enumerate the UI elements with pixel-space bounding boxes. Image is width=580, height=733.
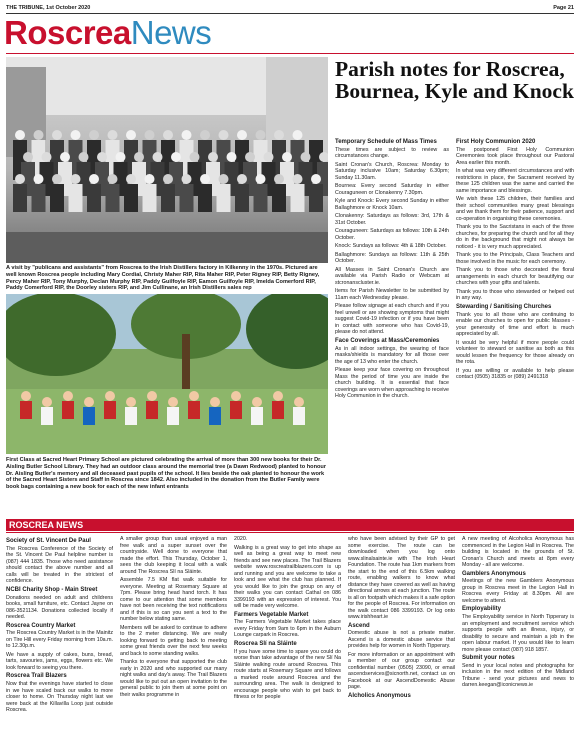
article-paragraph: The Employability service in North Tipperary is an employment and recruitment service which supports people with an illness, injury, or disability to secure and maintain a job in the open labour market. If you would like to learn more please contact (087) 918 1857. xyxy=(462,614,574,653)
person-figure xyxy=(161,174,175,212)
child-figure xyxy=(293,397,305,425)
article-paragraph: The postponed First Holy Communion Ceremonies took place throughout our Pastoral Area earlier this month. xyxy=(456,146,574,166)
parish-headline: Parish notes for Roscrea, Bournea, Kyle and Knock xyxy=(335,57,574,103)
article-paragraph: It would be very helpful if more people could volunteer to steward or sanitise as both as this would lessen the frequency for those already on the rota. xyxy=(456,339,574,366)
article-paragraph: We wish these 125 children, their families and their school communities many great blessings and we thank them for their patience, support and co-operation in organising these ceremonies. xyxy=(456,196,574,222)
child-figure xyxy=(83,397,95,425)
roscrea-news-band: ROSCREA NEWS xyxy=(6,519,574,531)
person-figure xyxy=(291,174,305,212)
child-figure xyxy=(251,397,263,425)
article-paragraph: The Roscrea Conference of the Society of the St. Vincent De Paul helpline number is (087) 444 1835. Those who need assistance should contact the above number and all calls will be treated in the strictest of confidence. xyxy=(6,545,113,585)
news-column-5 xyxy=(462,536,574,691)
article-paragraph: Assemble 7.5 KM flat walk suitable for everyone. Meeting at Rosemary Square at 7pm. Please bring head hand torch. It has come to our attention that some members have not been receiving the text notifications and if this is so can you sent a text to the number below stating same. xyxy=(120,577,227,622)
child-figure xyxy=(230,391,242,419)
article-paragraph: The Farmers Vegetable Market takes place every Friday from 9am to 6pm in the Auburn Lounge carpark in Roscrea. xyxy=(234,619,341,639)
school-class-photo xyxy=(6,294,328,454)
child-figure xyxy=(62,391,74,419)
masthead-rule xyxy=(6,53,574,54)
article-paragraph: who have been advised by their GP to get some exercise. The route can be downloaded when you log onto www.slinalsainte.ie with The Irish Heart Foundation. The route has 1km markers from the start to the end of this 6.5km walking route, enabling walkers to know what distance they have covered as well as having directional arrows at each junction. The route is all on footpath which makes it a safe option for the people of Roscrea. For information on the walk contact 086 3399193. Or log onto www.irishheart.ie xyxy=(348,536,455,620)
article-paragraph: If you have some time to spare you could do worse than take advantage of the new Slí Na Sláinte walking route around Roscrea. This route starts at Rosemary Square and follows a marked route around Roscrea and the surrounding area. The walk is designed to encourage people who wish to get back to fitness or for people xyxy=(234,648,341,701)
article-paragraph: 2020. xyxy=(234,536,248,542)
article-paragraph: As in all indoor settings, the wearing of face masks/shields is mandatory for all those over the age of 13 who enter the church. xyxy=(335,345,449,365)
child-figure xyxy=(125,397,137,425)
band-rule xyxy=(6,532,574,533)
article-paragraph: Now that the evenings have started to close in we have scaled back our walks to more closer to home. On Thursday night last we were back at the Killavilla Loop just outside Roscrea. xyxy=(6,681,113,714)
parish-column-2 xyxy=(456,137,574,383)
article-paragraph: Thanks to everyone that supported the club early in 2020 and who supported our many night walks and day's away. The Trail Blazers would like to put out an open invitation to the general public to join them at some point on their walks programme in xyxy=(120,659,227,698)
page-folio xyxy=(6,3,574,13)
article-paragraph: Send in your local notes and photographs for inclusion in the next edition of the Midland Tribune - send your pictures and news to darren.keegan@iconicnews.ie xyxy=(462,662,574,689)
person-figure xyxy=(235,174,249,212)
folio-issue: THE TRIBUNE, 1st October 2020 xyxy=(6,5,91,11)
news-column-2 xyxy=(120,536,227,700)
person-figure xyxy=(309,174,323,212)
distillery-group-photo xyxy=(6,57,328,263)
article-heading: Society of St. Vincent De Paul xyxy=(6,538,91,544)
photo1-caption: A visit by "publicans and assistants" from Roscrea to the Irish Distillers factory in Kilkenny in the 1970s. Pictured are well known Roscrea people including Mary Cordial, Christy Maher RIP, Rita Maher RIP, Peter Rigney RIP, Betty Rigney, Percy Maher RIP, Tony Murphy, Declan Murphy RIP, Paddy Guilfoyle RIP, Eamon Guilfoyle RIP, Imelda Comerford RIP, Paddy Comerford RIP, the Doorley sisters RIP, and Jim Cullinane, an Irish Distillers sales rep xyxy=(6,265,320,292)
article-paragraph: A new meeting of Alcoholics Anonymous has commenced in the Legion Hall in Roscrea. The building is located in the grounds of St. Cronan's Church and meets at 8pm every Monday - all are welcome. xyxy=(462,536,574,568)
article-paragraph: Thank you to those who decorated the floral arrangements in each church for beautifying our churches with your gifts and talents. xyxy=(456,267,574,287)
article-paragraph: Donations needed on adult and childrens books, small furniture, etc. Contact Jayne on 086-3521134. Donations collected locally if needed. xyxy=(6,594,113,621)
article-paragraph: Items for Parish Newsletter to be submitted by 11am each Wednesday please. xyxy=(335,288,449,301)
child-figure xyxy=(167,397,179,425)
article-paragraph: Walking is a great way to get into shape as well as being a great way to meet new friends and see new places. The Trail Blazers website www.roscreatrailblazers.com is up and running and you are welcome to take a look and see what the club has planned. If you would like to join the group on any of their walks you can contact Cathal on 086 3399193 with an expression of interest. You will be made very welcome. xyxy=(234,544,341,609)
article-heading: Roscrea Slí na Sláinte xyxy=(234,640,297,647)
person-figure xyxy=(13,174,27,212)
person-figure xyxy=(143,174,157,212)
article-paragraph: These times are subject to review as circumstances change. xyxy=(335,146,449,160)
article-paragraph: Saint Cronan's Church, Roscrea: Monday to Saturday inclusive 10am; Saturday 6.30pm; Sunday 11.30am. xyxy=(335,161,449,181)
article-paragraph: Thank you to the Principals, Class Teachers and those involved in the music for each ceremony. xyxy=(456,252,574,265)
article-paragraph: If you are willing or available to help please contact (0505) 31835 or (089) 2491318 xyxy=(456,367,574,381)
child-figure xyxy=(188,391,200,419)
article-paragraph: All Masses in Saint Cronan's Church are available via Parish Radio or Webcam at stcronanscluster.ie. xyxy=(335,266,449,286)
article-heading: First Holy Communion 2020 xyxy=(456,139,536,145)
person-figure xyxy=(106,174,120,212)
article-paragraph: Domestic abuse is not a private matter. Ascend is a domestic abuse service that provides help for women in North Tipperary. xyxy=(348,630,455,650)
child-figure xyxy=(209,397,221,425)
article-paragraph: A smaller group than usual enjoyed a man free walk and a super sunset over the countryside. Well done to everyone that made the effort. This Thursday, October 1, sees the club keeping it local with a walk around The Roscrea Slí na Sláinte. xyxy=(120,536,227,575)
article-heading: Roscrea Country Market xyxy=(6,622,76,629)
person-figure xyxy=(254,174,268,212)
article-paragraph: In what was very different circumstances and with restrictions in place, the Sacrament received by these 125 children was the same and carried the same importance and blessings. xyxy=(456,168,574,194)
masthead-news: News xyxy=(130,14,212,51)
article-paragraph: Thank you to the Sacristans in each of the three churches, for preparing the church and for all they do in the background that might not always be noticed - it is very much appreciated. xyxy=(456,224,574,250)
article-paragraph: We have a supply of cakes, buns, bread, tarts, savouries, jams, eggs, flowers etc. We look forward to seeing you there. xyxy=(6,651,113,671)
article-paragraph: Bournea: Every second Saturday in either Couraguneen or Clonakenny 7.30pm. xyxy=(335,183,449,196)
person-figure xyxy=(180,174,194,212)
article-paragraph: Ballaghmore: Sundays as follows: 11th & 25th October. xyxy=(335,251,449,265)
child-figure xyxy=(104,391,116,419)
person-figure xyxy=(32,174,46,212)
person-figure xyxy=(69,174,83,212)
person-figure xyxy=(272,174,286,212)
article-paragraph: The Roscrea Country Market is in the Mainitz on Tire Hill every Friday morning from 10a.m. to 12.30p.m. xyxy=(6,630,113,650)
photo2-caption: First Class at Sacred Heart Primary School are pictured celebrating the arrival of more than 300 new books for their Dr. Aisling Butler School Library. They had an outdoor class around the memorial tree (a Dawn Redwood) planted to honour Dr. Aisling Butler's memory and all deceased past pupils of the school. It lies beside the oak planted to honour the work of the Sacred Heart Sisters and Staff in Roscrea since 1842. Also included in the donation from the Butler Family were book bags containing a new book for each of the new infant entrants xyxy=(6,457,327,491)
article-heading: Submit your notes xyxy=(462,655,515,662)
article-paragraph: Thank you to those who stewarded or helped out in any way. xyxy=(456,288,574,302)
section-masthead xyxy=(4,14,211,52)
child-figure xyxy=(146,391,158,419)
person-figure xyxy=(198,174,212,212)
news-column-1 xyxy=(6,536,113,716)
folio-page-number: Page 21 xyxy=(553,5,574,11)
article-paragraph: Please follow signage at each church and if you feel unwell or are showing symptoms that might suggest Covid-19 infection or if you have been in contact with someone who has Covid-19, please do not attend. xyxy=(335,303,449,336)
article-paragraph: For more information or an appointment with a member of our group contact our confidential number (0505) 23090, or email ascendservices@sicnorth.net, contact us on Facebook at our AscendDomestic Abuse page. xyxy=(348,651,455,691)
article-paragraph: Kyle and Knock: Every second Sunday in either Ballaghmore or Knock 10am. xyxy=(335,198,449,211)
article-paragraph: Members will be asked to continue to adhere to the 2 meter distancing. We are really looking forward to getting back to meeting some great friends over the next few weeks and back to some standing walks. xyxy=(120,624,227,657)
child-figure xyxy=(20,391,32,419)
article-paragraph: Knock: Sundays as follows: 4th & 18th October. xyxy=(335,243,447,250)
person-figure xyxy=(50,174,64,212)
article-heading: NCBI Charity Shop - Main Street xyxy=(6,586,98,593)
person-figure xyxy=(124,174,138,212)
article-heading: Roscrea Trail Blazers xyxy=(6,673,67,680)
article-paragraph: Clonakenny: Saturdays as follows: 3rd, 17th & 31st October. xyxy=(335,213,449,226)
news-column-4 xyxy=(348,536,455,701)
article-heading: Face Coverings at Mass/Ceremonies xyxy=(335,337,440,344)
article-paragraph: Meetings of the new Gamblers Anonymous group in Roscrea meet in the Legion Hall in Roscrea every Friday at 8.30pm. All are welcome to attend. xyxy=(462,578,574,604)
person-figure xyxy=(87,174,101,212)
child-figure xyxy=(272,391,284,419)
article-heading: Temporary Schedule of Mass Times xyxy=(335,139,437,145)
person-figure xyxy=(217,174,231,212)
masthead-roscrea: Roscrea xyxy=(4,14,131,51)
article-heading: Ascend xyxy=(348,622,370,629)
article-paragraph: Please keep your face covering on throughout Mass the period of time you are inside the church building. It is essential that face coverings are worn when approaching to receive Holy Communion in the church. xyxy=(335,367,449,400)
article-paragraph: Couraguneen: Saturdays as follows: 10th & 24th October. xyxy=(335,228,449,241)
parish-column-1 xyxy=(335,137,449,402)
article-heading: Stewarding / Sanitising Churches xyxy=(456,303,552,310)
article-heading: Alcholics Anonymous xyxy=(348,692,411,699)
article-heading: Farmers Vegetable Market xyxy=(234,611,309,618)
article-paragraph: Thank you to all those who are continuing to enable our churches to open for public Masses - your generosity of time and effort is much appreciated by all. xyxy=(456,311,574,338)
child-figure xyxy=(41,397,53,425)
news-column-3 xyxy=(234,536,341,703)
article-heading: Gamblers Anonymous xyxy=(462,570,526,577)
article-heading: Employability xyxy=(462,606,502,613)
